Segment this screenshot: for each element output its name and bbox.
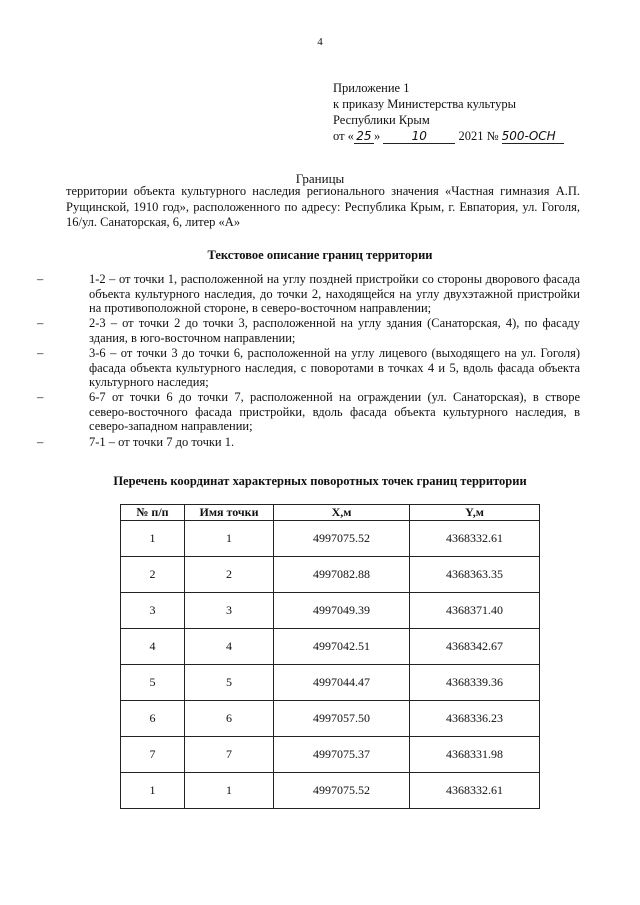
description-text: 6-7 от точки 6 до точки 7, расположенной на ограждении (ул. Санаторская), в створе северо-восточного фасада пристройки, вдоль фасада объекта культурного наследия, в северо-западном направлении; bbox=[89, 390, 580, 434]
table-row bbox=[121, 629, 540, 665]
table-row bbox=[121, 737, 540, 773]
cell-point-name: 3 bbox=[185, 593, 274, 629]
appendix-line-2: к приказу Министерства культуры bbox=[333, 97, 516, 111]
cell-number: 5 bbox=[121, 665, 185, 701]
cell-x: 4997049.39 bbox=[274, 593, 410, 629]
cell-x: 4997075.37 bbox=[274, 737, 410, 773]
cell-x: 4997042.51 bbox=[274, 629, 410, 665]
cell-point-name: 7 bbox=[185, 737, 274, 773]
cell-y: 4368332.61 bbox=[410, 521, 540, 557]
dash-marker: – bbox=[37, 434, 44, 449]
cell-y: 4368342.67 bbox=[410, 629, 540, 665]
cell-point-name: 1 bbox=[185, 773, 274, 809]
coordinates-table-title: Перечень координат характерных поворотных точек границ территории bbox=[113, 474, 527, 488]
order-prefix: от « bbox=[333, 129, 354, 143]
table-row bbox=[121, 701, 540, 737]
order-month-handwritten: 10 bbox=[383, 130, 455, 144]
cell-y: 4368339.36 bbox=[410, 665, 540, 701]
cell-number: 1 bbox=[121, 773, 185, 809]
document-heading: Границы bbox=[295, 171, 345, 186]
description-item bbox=[37, 316, 580, 345]
table-row bbox=[121, 557, 540, 593]
description-item bbox=[37, 346, 580, 390]
appendix-line-3: Республики Крым bbox=[333, 113, 430, 127]
cell-point-name: 4 bbox=[185, 629, 274, 665]
order-line bbox=[333, 128, 564, 144]
cell-x: 4997075.52 bbox=[274, 521, 410, 557]
header-y: Y,м bbox=[410, 505, 540, 521]
dash-marker: – bbox=[37, 272, 44, 286]
table-row bbox=[121, 773, 540, 809]
header-point-name: Имя точки bbox=[185, 505, 274, 521]
cell-point-name: 6 bbox=[185, 701, 274, 737]
description-item bbox=[37, 390, 580, 434]
cell-x: 4997057.50 bbox=[274, 701, 410, 737]
header-x: X,м bbox=[274, 505, 410, 521]
cell-y: 4368332.61 bbox=[410, 773, 540, 809]
dash-marker: – bbox=[37, 345, 44, 360]
description-item bbox=[37, 272, 580, 316]
cell-number: 6 bbox=[121, 701, 185, 737]
dash-marker: – bbox=[37, 316, 44, 331]
order-number-handwritten: 500-ОСН bbox=[502, 130, 564, 144]
cell-point-name: 1 bbox=[185, 521, 274, 557]
order-mid: » bbox=[373, 129, 381, 143]
cell-x: 4997075.52 bbox=[274, 773, 410, 809]
table-row bbox=[121, 521, 540, 557]
document-subject: территории объекта культурного наследия регионального значения «Частная гимназия А.П. Рущинской, 1910 год», расположенного по адресу: Республика Крым, г. Евпатория, ул. Гоголя, 16/ул. Санаторская, 6, литер «А» bbox=[66, 184, 580, 229]
cell-number: 7 bbox=[121, 737, 185, 773]
description-text: 2-3 – от точки 2 до точки 3, расположенной на углу здания (Санаторская, 4), по фасаду здания, в юго-восточном направлении; bbox=[89, 316, 580, 345]
appendix-line-1: Приложение 1 bbox=[333, 81, 410, 95]
cell-point-name: 2 bbox=[185, 557, 274, 593]
cell-y: 4368371.40 bbox=[410, 593, 540, 629]
table-row bbox=[121, 593, 540, 629]
cell-number: 4 bbox=[121, 629, 185, 665]
cell-number: 2 bbox=[121, 557, 185, 593]
order-year: 2021 № bbox=[458, 129, 499, 143]
cell-y: 4368363.35 bbox=[410, 557, 540, 593]
description-text: 1-2 – от точки 1, расположенной на углу поздней пристройки со стороны дворового фасада объекта культурного наследия, до точки 2, находящейся на углу двухэтажной пристройки на противоположной стороне, в северо-восточном направлении; bbox=[89, 272, 580, 316]
description-text: 7-1 – от точки 7 до точки 1. bbox=[89, 434, 235, 449]
description-list bbox=[37, 272, 580, 450]
table-header-row bbox=[121, 505, 540, 521]
table-row bbox=[121, 665, 540, 701]
header-number: № п/п bbox=[121, 505, 185, 521]
cell-y: 4368331.98 bbox=[410, 737, 540, 773]
description-text: 3-6 – от точки 3 до точки 6, расположенной на углу лицевого (выходящего на ул. Гоголя) фасада объекта культурного наследия, с поворотами в точках 4 и 5, вдоль фасада объекта культурного наследия; bbox=[89, 345, 580, 390]
cell-x: 4997082.88 bbox=[274, 557, 410, 593]
cell-number: 1 bbox=[121, 521, 185, 557]
appendix-block bbox=[333, 80, 564, 144]
dash-marker: – bbox=[37, 390, 44, 405]
cell-point-name: 5 bbox=[185, 665, 274, 701]
cell-number: 3 bbox=[121, 593, 185, 629]
description-item bbox=[37, 435, 580, 450]
order-day-handwritten: 25 bbox=[354, 130, 374, 144]
coordinates-table bbox=[120, 504, 540, 809]
cell-y: 4368336.23 bbox=[410, 701, 540, 737]
page-number: 4 bbox=[317, 36, 323, 48]
description-title: Текстовое описание границ территории bbox=[207, 248, 433, 262]
cell-x: 4997044.47 bbox=[274, 665, 410, 701]
